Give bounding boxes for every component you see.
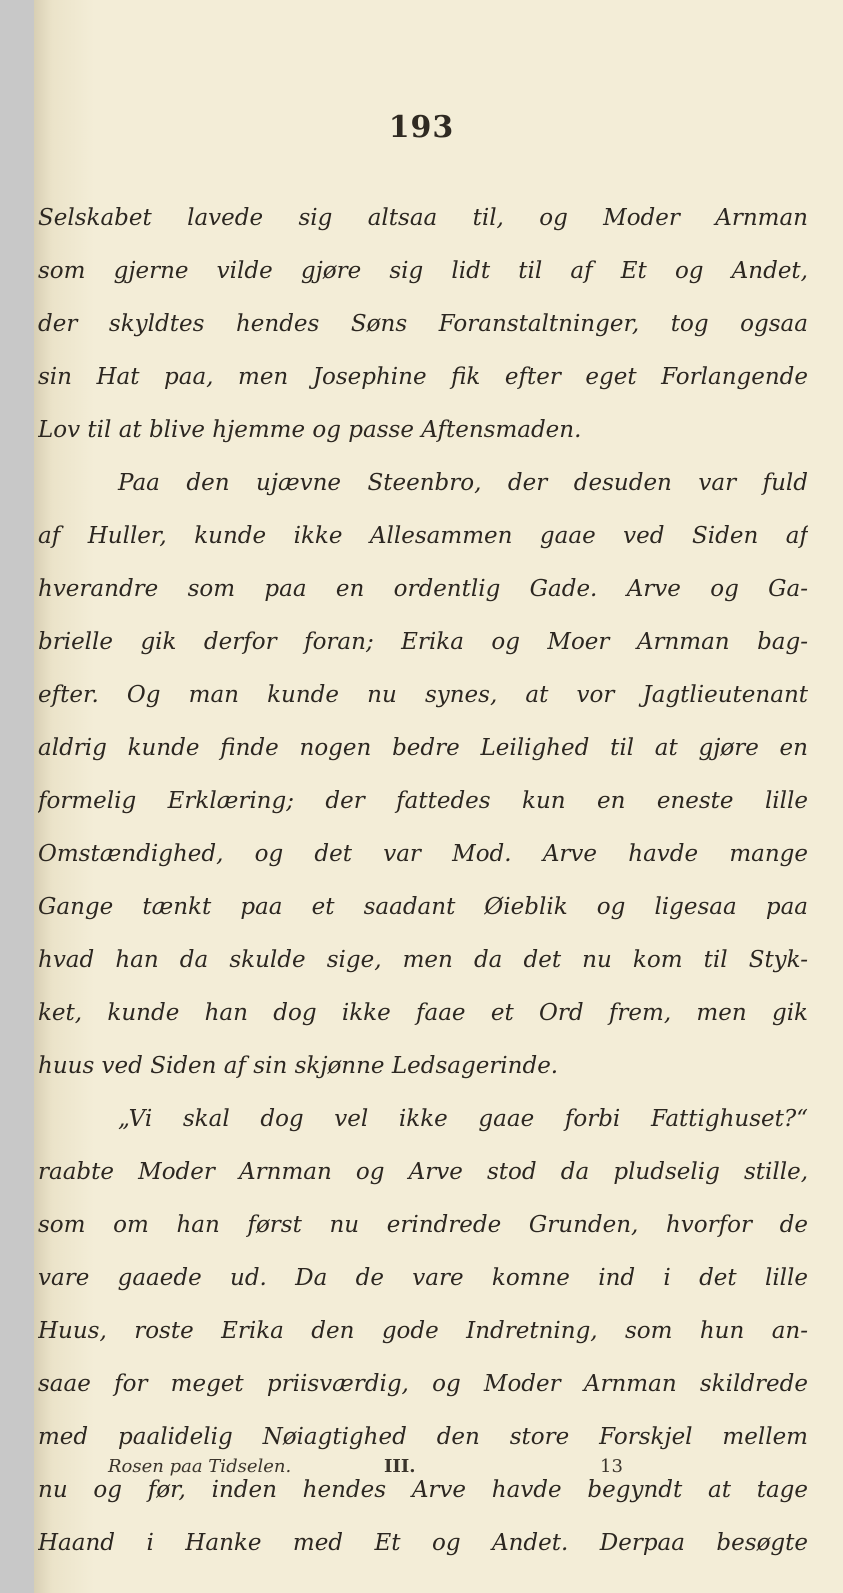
signature-label: Rosen paa Tidselen.: [108, 1456, 292, 1477]
text-line: Haand i Hanke med Et og Andet. Derpaa besøgte: [38, 1530, 808, 1556]
text-line: raabte Moder Arnman og Arve stod da pludselig stille,: [38, 1159, 808, 1185]
text-line: efter. Og man kunde nu synes, at vor Jagtlieutenant: [38, 682, 808, 708]
text-line: der skyldtes hendes Søns Foranstaltninger, tog ogsaa: [38, 311, 808, 337]
text-line: brielle gik derfor foran; Erika og Moer Arnman bag-: [38, 629, 808, 655]
text-line: Lov til at blive hjemme og passe Aftensmaden.: [38, 417, 582, 443]
volume-number: III.: [384, 1456, 416, 1477]
text-line: saae for meget priisværdig, og Moder Arnman skildrede: [38, 1371, 808, 1397]
page-number: 193: [388, 110, 455, 145]
text-line: sin Hat paa, men Josephine fik efter eget Forlangende: [38, 364, 808, 390]
text-line: Omstændighed, og det var Mod. Arve havde mange: [38, 841, 808, 867]
text-line: Huus, roste Erika den gode Indretning, som hun an-: [38, 1318, 808, 1344]
text-line: hvad han da skulde sige, men da det nu kom til Styk-: [38, 947, 808, 973]
text-line: af Huller, kunde ikke Allesammen gaae ved Siden af: [38, 523, 808, 549]
text-line: huus ved Siden af sin skjønne Ledsagerinde.: [38, 1053, 559, 1079]
text-line: aldrig kunde finde nogen bedre Leilighed til at gjøre en: [38, 735, 808, 761]
text-line: Gange tænkt paa et saadant Øieblik og ligesaa paa: [38, 894, 808, 920]
text-line: formelig Erklæring; der fattedes kun en eneste lille: [38, 788, 808, 814]
text-line: med paalidelig Nøiagtighed den store Forskjel mellem: [38, 1424, 808, 1450]
text-line: som gjerne vilde gjøre sig lidt til af Et og Andet,: [38, 258, 808, 284]
text-line: „Vi skal dog vel ikke gaae forbi Fattighuset?“: [118, 1106, 808, 1132]
text-line: Paa den ujævne Steenbro, der desuden var fuld: [118, 470, 808, 496]
text-line: nu og før, inden hendes Arve havde begyndt at tage: [38, 1477, 808, 1503]
text-line: ket, kunde han dog ikke faae et Ord frem, men gik: [38, 1000, 808, 1026]
text-line: som om han først nu erindrede Grunden, hvorfor de: [38, 1212, 808, 1238]
text-line: Selskabet lavede sig altsaa til, og Moder Arnman: [38, 205, 808, 231]
text-line: hverandre som paa en ordentlig Gade. Arve og Ga-: [38, 576, 808, 602]
signature-number: 13: [600, 1456, 623, 1477]
body-text: [38, 192, 808, 1570]
text-line: vare gaaede ud. Da de vare komne ind i det lille: [38, 1265, 808, 1291]
scan-gutter: [0, 0, 34, 1593]
